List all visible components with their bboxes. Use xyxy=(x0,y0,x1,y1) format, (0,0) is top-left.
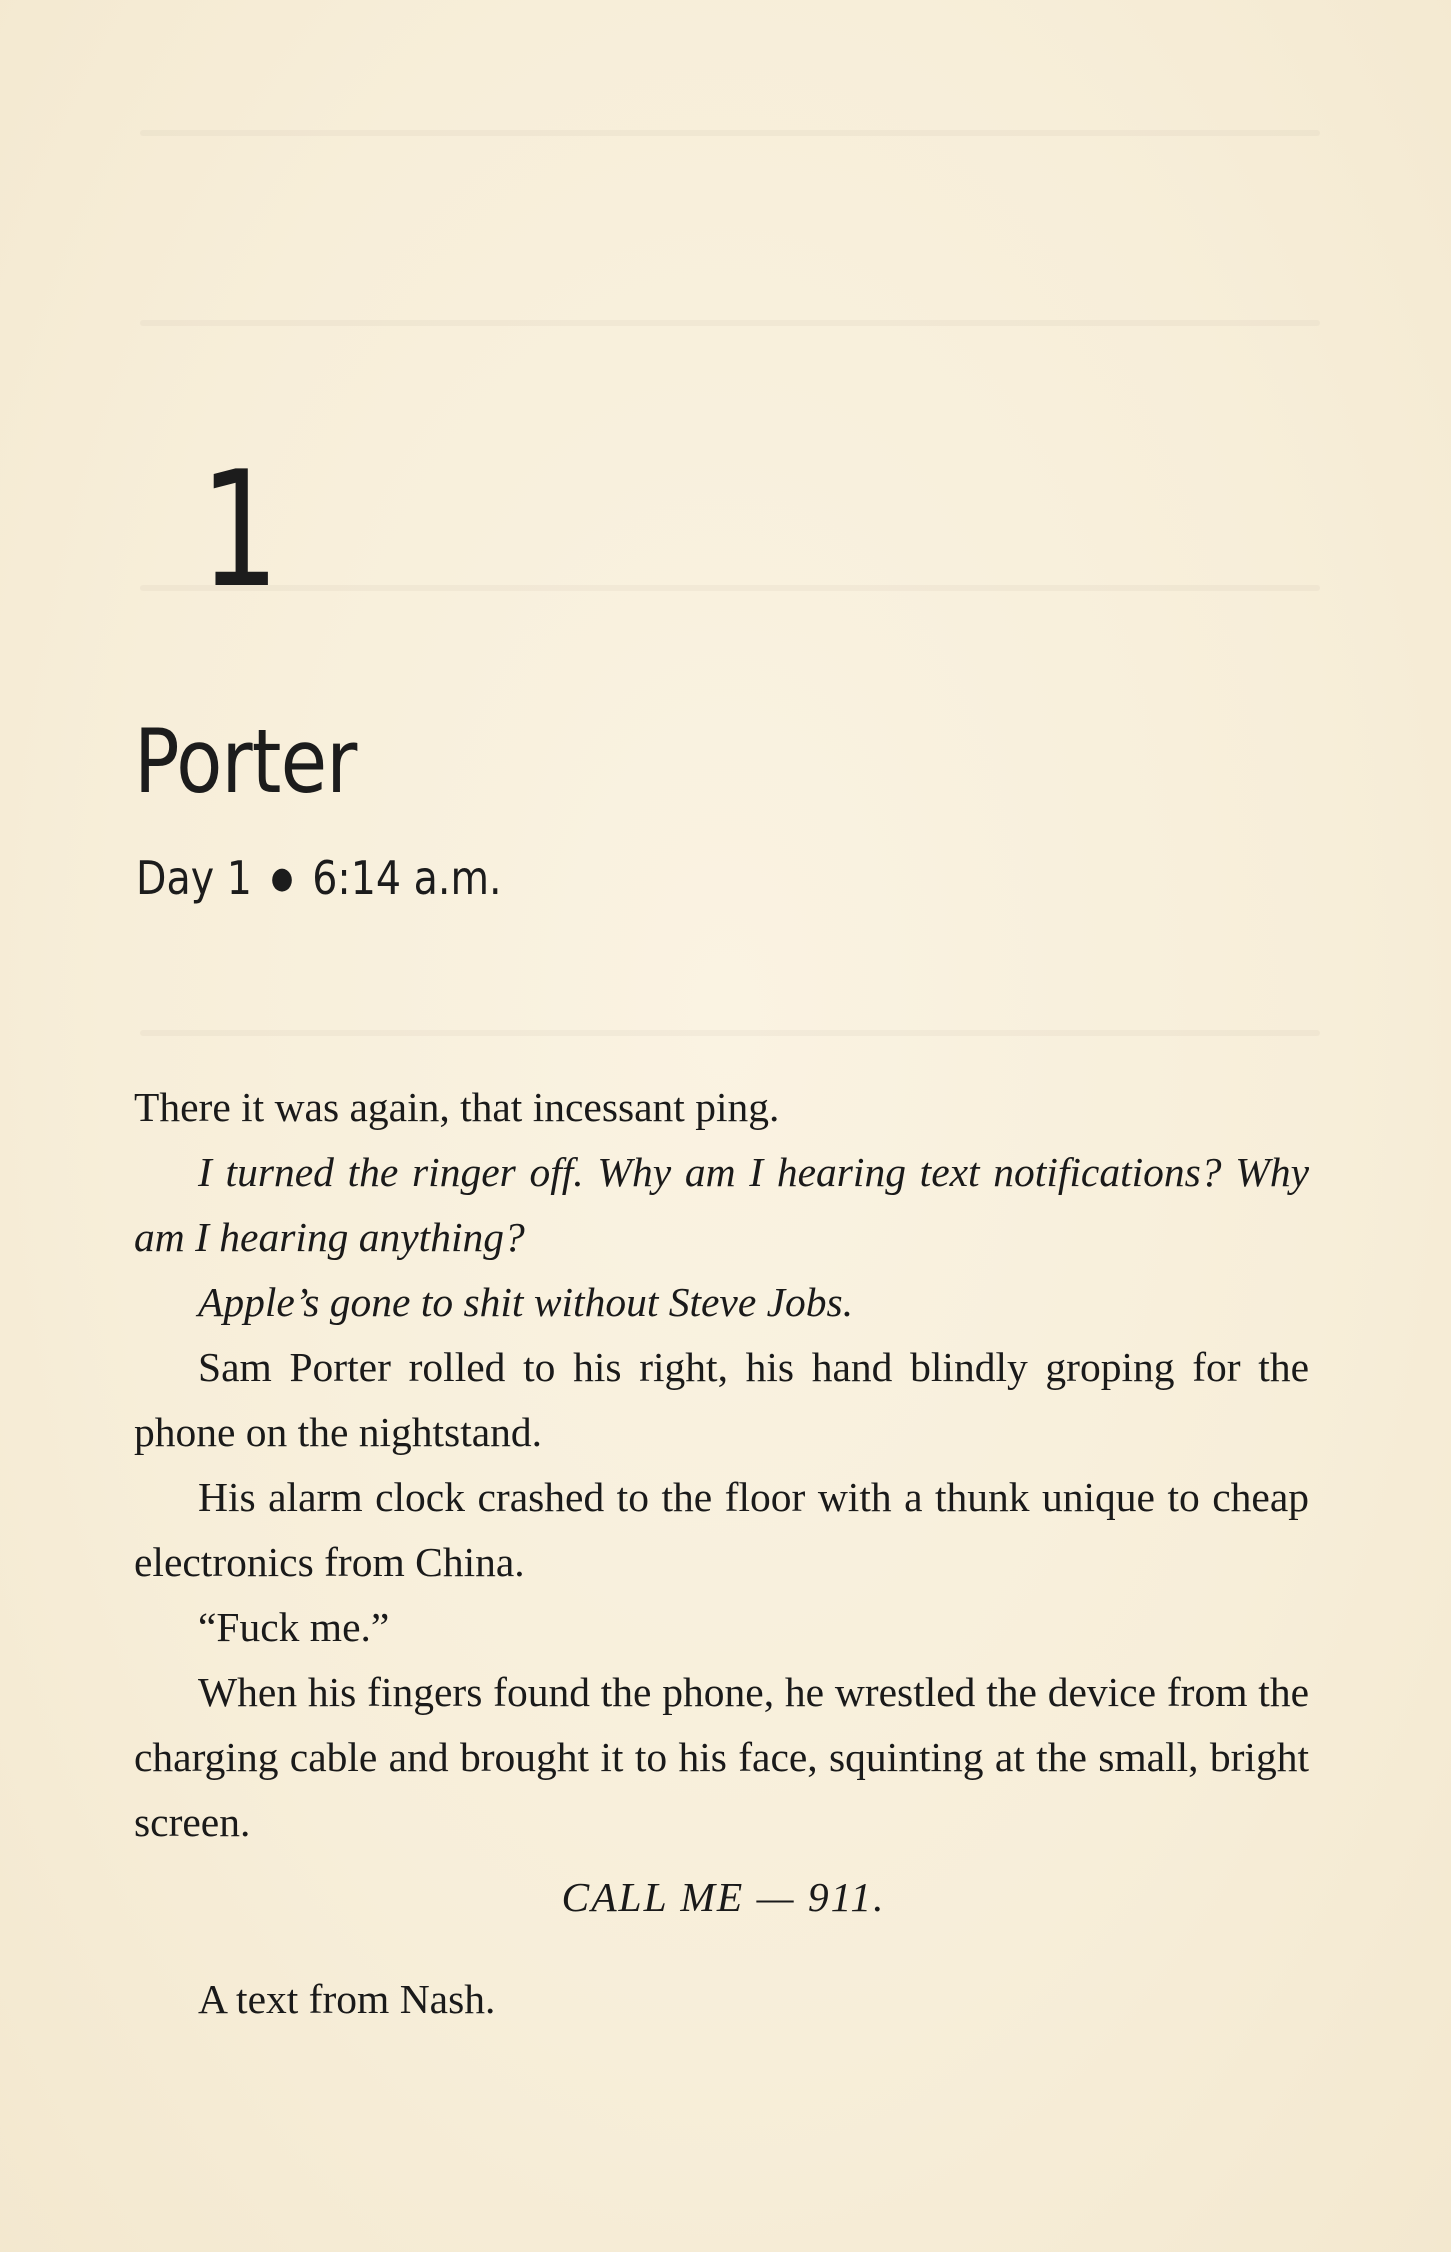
chapter-time: 6:14 a.m. xyxy=(312,851,502,905)
chapter-body xyxy=(134,1075,1309,2032)
chapter-day: Day 1 xyxy=(136,851,252,905)
bleed-through-line xyxy=(140,320,1320,326)
bleed-through-line xyxy=(140,130,1320,136)
paragraph-italic xyxy=(134,1270,1309,1335)
paragraph: “Fuck me.” xyxy=(198,1604,390,1650)
bleed-through-line xyxy=(140,585,1320,591)
paragraph: A text from Nash. xyxy=(198,1976,496,2022)
paragraph: His alarm clock crashed to the floor with a thunk unique to cheap electronics from China. xyxy=(134,1474,1309,1585)
paragraph-italic xyxy=(134,1140,1309,1270)
paragraph: When his fingers found the phone, he wrestled the device from the charging cable and brought it to his face, squinting at the small, bright screen. xyxy=(134,1669,1309,1845)
chapter-title: Porter xyxy=(134,710,357,813)
italic-thought: Apple’s gone to shit without Steve Jobs. xyxy=(198,1279,854,1325)
text-message: CALL ME — 911. xyxy=(561,1874,886,1920)
italic-thought: I turned the ringer off. Why am I hearing text notifications? Why am I hearing anything? xyxy=(134,1149,1309,1260)
paragraph: Sam Porter rolled to his right, his hand blindly groping for the phone on the nightstand. xyxy=(134,1344,1309,1455)
paragraph: There it was again, that incessant ping. xyxy=(134,1084,780,1130)
chapter-number: 1 xyxy=(200,436,280,623)
chapter-timestamp xyxy=(136,848,502,909)
bleed-through-line xyxy=(140,1030,1320,1036)
bullet-separator: ● xyxy=(270,861,294,896)
